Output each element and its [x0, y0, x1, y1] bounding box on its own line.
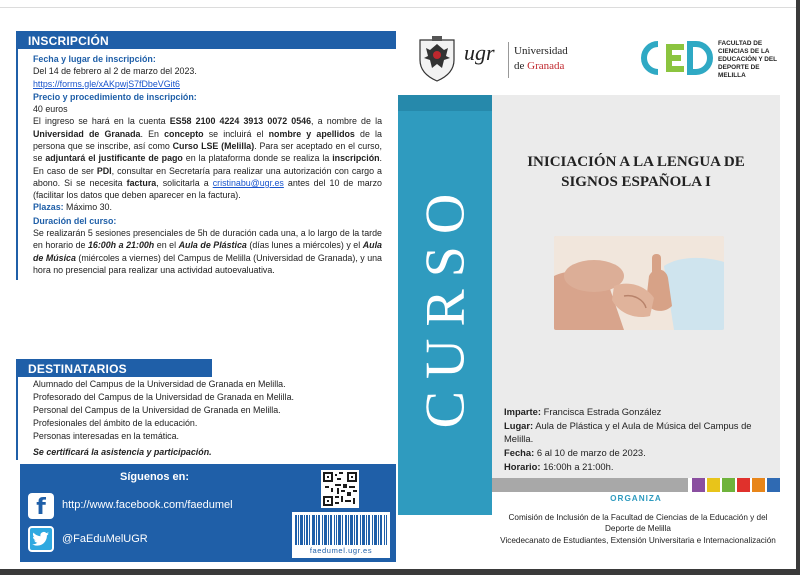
- page-frame-bottom: [0, 569, 800, 575]
- universidad-name: Universidad de Granada: [514, 45, 568, 72]
- duracion-paragraph: Se realizarán 5 sesiones presenciales de 5h de duración cada una, a lo largo de la tarde en horario de 16:00h a 21:00h en el Aula de Plástica (días lunes a miércoles) y el Aula de Música (miércoles a viernes) del Campus de Melilla (Universidad de Granada), y una hora no presencial para realizar una actividad autoevaluativa.: [33, 227, 382, 275]
- social-box: [20, 464, 396, 562]
- imparte: Imparte: Francisca Estrada González: [504, 406, 662, 417]
- inscripcion-body: [16, 49, 386, 280]
- certificacion-note: Se certificará la asistencia y participación.: [33, 446, 212, 457]
- strip-square: [767, 478, 780, 492]
- precio-value: 40 euros: [33, 104, 68, 115]
- logo-divider: [508, 42, 509, 78]
- facebook-icon[interactable]: f: [28, 493, 54, 519]
- twitter-handle[interactable]: @FaEduMelUGR: [62, 533, 148, 545]
- ced-logo-icon: [640, 38, 716, 78]
- destinatario-item: Profesorado del Campus de la Universidad de Granada en Melilla.: [33, 391, 294, 402]
- course-details: [504, 405, 776, 473]
- ugr-wordmark: ugr: [464, 40, 495, 65]
- facultad-name: FACULTAD DE CIENCIAS DE LA EDUCACIÓN Y DEL DEPORTE DE MELILLA: [718, 40, 778, 79]
- ugr-crest-icon: [416, 34, 458, 82]
- destinatario-item: Profesionales del ámbito de la educación.: [33, 417, 198, 428]
- email-link[interactable]: cristinabu@ugr.es: [212, 177, 284, 188]
- twitter-icon[interactable]: [28, 526, 54, 552]
- lugar: Lugar: Aula de Plástica y el Aula de Música del Campus de Melilla.: [504, 419, 752, 445]
- organiza-label: ORGANIZA: [610, 494, 662, 503]
- fecha-label: Fecha y lugar de inscripción:: [33, 54, 156, 64]
- social-title: Síguenos en:: [120, 471, 190, 483]
- duracion-label: Duración del curso:: [33, 215, 117, 226]
- destinatario-item: Personal del Campus de la Universidad de Granada en Melilla.: [33, 404, 281, 415]
- destinatario-item: Personas interesadas en la temática.: [33, 430, 180, 441]
- barcode: [292, 512, 390, 558]
- strip-square: [752, 478, 765, 492]
- strip-square: [692, 478, 705, 492]
- form-link[interactable]: https://forms.gle/xAKpwjS7fDbeVGit6: [33, 78, 180, 89]
- strip-grey-band: [492, 478, 688, 492]
- page-frame-top: [0, 0, 800, 8]
- strip-square: [737, 478, 750, 492]
- horario: Horario: 16:00h a 21:00h.: [504, 460, 614, 472]
- spine-word: CURSO: [414, 181, 477, 429]
- strip-square: [722, 478, 735, 492]
- course-title: INICIACIÓN A LA LENGUA DE SIGNOS ESPAÑOLA I: [527, 154, 745, 191]
- procedimiento-paragraph: El ingreso se hará en la cuenta ES58 2100 4224 3913 0072 0546, a nombre de la Universidad de Granada. En concepto se incluirá el nombre y apellidos de la persona que se inscribe, así como Curso LSE (Melilla). Para ser aceptado en el curso, se adjuntará el justificante de pago en la plataforma donde se realiza la inscripción. En caso de ser PDI, consultar en Secretaría para realizar una autorización con cargo a abono. Si se necesita factura, solicitarla a cristinabu@ugr.es antes del 10 de marzo (facilitar los datos que deben aparecer en la factura).: [33, 116, 383, 201]
- organiza-text: Comisión de Inclusión de la Facultad de Ciencias de la Educación y del Deporte de Melilla Vicedecanato de Estudiantes, Extensión Universitaria e Internacionalización: [500, 513, 776, 545]
- facebook-link[interactable]: http://www.facebook.com/faedumel: [62, 499, 233, 511]
- inscripcion-header: INSCRIPCIÓN: [16, 31, 396, 49]
- sign-language-photo: [554, 236, 724, 330]
- color-strip: [492, 478, 780, 492]
- qr-code: [321, 470, 359, 508]
- page-frame-right: [796, 0, 800, 575]
- destinatario-item: Alumnado del Campus de la Universidad de Granada en Melilla.: [33, 379, 286, 389]
- logo-bar: [404, 28, 786, 92]
- destinatarios-body: [16, 377, 386, 460]
- precio-label: Precio y procedimiento de inscripción:: [33, 91, 197, 102]
- destinatarios-header: DESTINATARIOS: [16, 359, 212, 377]
- plazas: Plazas: Máximo 30.: [33, 202, 112, 213]
- fecha: Fecha: 6 al 10 de marzo de 2023.: [504, 446, 646, 458]
- fecha-value: Del 14 de febrero al 2 de marzo del 2023.: [33, 66, 197, 77]
- barcode-url: faedumel.ugr.es: [309, 546, 373, 555]
- left-panel: [16, 28, 396, 562]
- strip-square: [707, 478, 720, 492]
